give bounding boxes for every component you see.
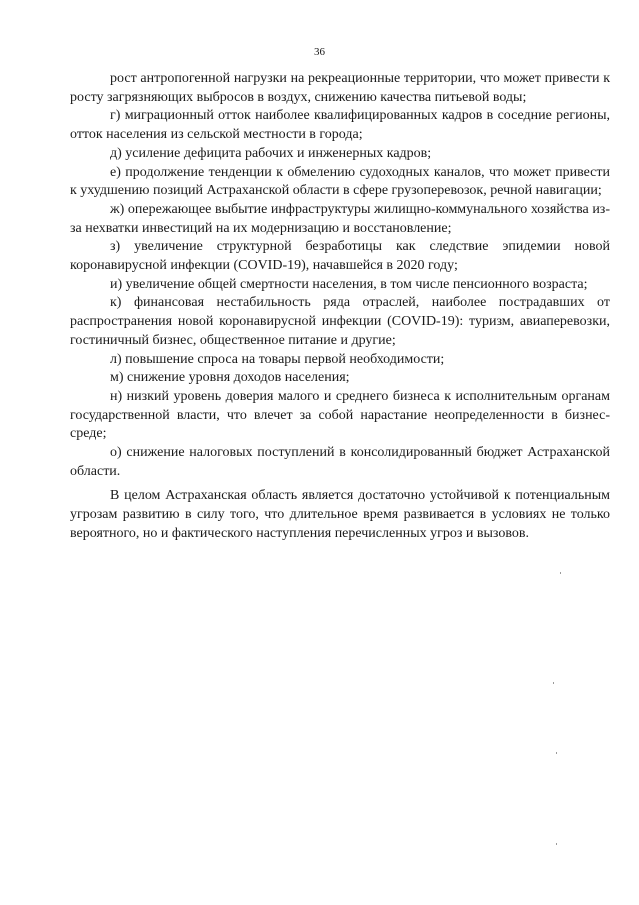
scan-speck — [556, 752, 557, 754]
paragraph-item-i: и) увеличение общей смертности населения, в том числе пенсионного возраста; — [110, 276, 588, 292]
paragraph-item-d: д) усиление дефицита рабочих и инженерных кадров; — [110, 145, 432, 161]
paragraph-item-n: н) низкий уровень доверия малого и среднего бизнеса к исполнительным органам государственной власти, что влечет за собой нарастание неопределенности в бизнес-среде; — [70, 388, 610, 442]
page-number: 36 — [314, 46, 325, 58]
scan-speck — [553, 682, 554, 684]
paragraph-item-z: з) увеличение структурной безработицы как следствие эпидемии новой коронавирусной инфекции (COVID-19), начавшейся в 2020 году; — [70, 239, 610, 274]
paragraph-item-e: е) продолжение тенденции к обмелению судоходных каналов, что может привести к ухудшению позиций Астраханской области в сфере грузоперевозок, речной навигации; — [70, 164, 610, 199]
paragraph-item-m: м) снижение уровня доходов населения; — [110, 370, 350, 386]
scan-speck — [560, 572, 561, 574]
paragraph-item-g: г) миграционный отток наиболее квалифицированных кадров в соседние регионы, отток населения из сельской местности в города; — [70, 108, 610, 143]
paragraph-item-k: к) финансовая нестабильность ряда отраслей, наиболее пострадавших от распространения новой коронавирусной инфекции (COVID-19): туризм, авиаперевозки, гостиничный бизнес, общественное питание и другие; — [70, 295, 610, 348]
paragraph-conclusion: В целом Астраханская область является достаточно устойчивой к потенциальным угрозам развитию в силу того, что длительное время развивается в условиях не только вероятного, но и фактического наступления перечисленных угроз и вызовов. — [70, 488, 610, 541]
paragraph-item-o: о) снижение налоговых поступлений в консолидированный бюджет Астраханской области. — [70, 445, 610, 479]
paragraph-item-zh: ж) опережающее выбытие инфраструктуры жилищно-коммунального хозяйства из-за нехватки инвестиций на их модернизацию и восстановление; — [70, 201, 610, 236]
scan-speck — [556, 843, 557, 845]
document-body — [70, 70, 610, 544]
paragraph-pollution: рост антропогенной нагрузки на рекреационные территории, что может привести к росту загрязняющих выбросов в воздух, снижению качества питьевой воды; — [70, 71, 610, 105]
paragraph-item-l: л) повышение спроса на товары первой необходимости; — [110, 351, 445, 367]
